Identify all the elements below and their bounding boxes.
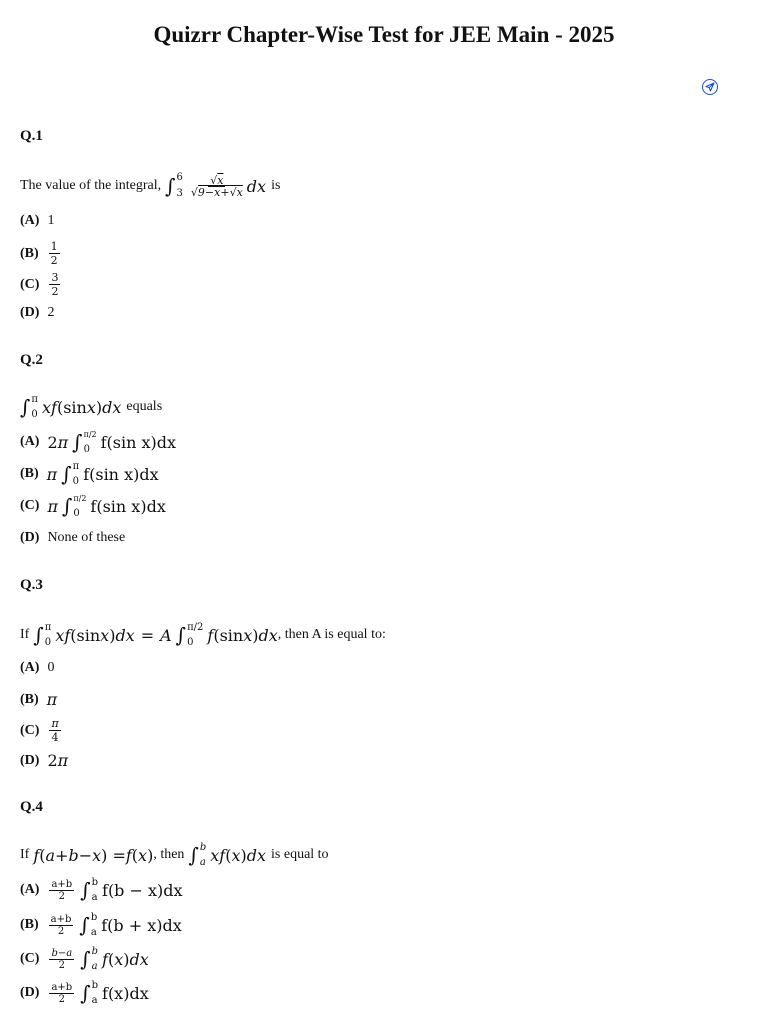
option-b[interactable]: (B) $\frac{a+b}{2}$ ∫ b a f(b + x)dx: [20, 911, 182, 938]
option-label: (C): [20, 951, 40, 966]
question-stem: If ∫ π 0 xf (sin x ) dx = A ∫ π/2 0 f (sin x ) dx , then A is equal to:: [20, 621, 386, 648]
option-text: 2: [47, 305, 55, 320]
share-button[interactable]: [702, 79, 718, 95]
option-fraction: $\frac{a+b}{2}$: [51, 878, 73, 902]
option-c[interactable]: [20, 717, 63, 744]
option-a[interactable]: (A) 2 π ∫ π/2 0 f(sin x)dx: [20, 429, 177, 455]
option-label: (B): [20, 917, 39, 932]
option-b[interactable]: [20, 690, 57, 709]
stem-text: , then: [153, 847, 185, 862]
question-number: Q.4: [20, 799, 43, 815]
option-d[interactable]: (D) $\frac{a+b}{2}$ ∫ b a f(x)dx: [20, 979, 149, 1006]
option-label: (A): [20, 660, 40, 675]
option-d[interactable]: [20, 530, 125, 546]
option-fraction: $\frac{a+b}{2}$: [50, 913, 72, 937]
stem-text: equals: [126, 399, 163, 414]
option-fraction: $\frac{a+b}{2}$: [51, 981, 73, 1005]
option-label: (D): [20, 305, 40, 320]
option-label: (C): [20, 498, 40, 513]
stem-text: If: [20, 627, 30, 642]
page-title: Quizrr Chapter-Wise Test for JEE Main - 2025: [153, 22, 615, 47]
option-fraction: $\frac{b-a}{2}$: [51, 947, 73, 971]
stem-text: is: [271, 178, 281, 193]
option-d[interactable]: [20, 305, 54, 321]
option-label: (A): [20, 882, 40, 897]
option-label: (B): [20, 466, 39, 481]
option-c[interactable]: [20, 271, 62, 298]
option-label: (B): [20, 691, 39, 707]
stem-text: The value of the integral,: [20, 178, 162, 193]
option-c[interactable]: (C) π ∫ π/2 0 f(sin x)dx: [20, 493, 166, 519]
option-a[interactable]: (A) $\frac{a+b}{2}$ ∫ b a f(b − x)dx: [20, 876, 183, 903]
option-c[interactable]: (C) $\frac{b-a}{2}$ ∫ b a f ( x ) dx: [20, 945, 149, 972]
option-b[interactable]: [20, 240, 62, 267]
option-b[interactable]: (B) π ∫ π 0 f(sin x)dx: [20, 460, 159, 487]
option-label: (C): [20, 276, 40, 292]
option-a[interactable]: [20, 213, 54, 229]
option-label: (D): [20, 752, 40, 768]
stem-text: , then A is equal to:: [277, 627, 386, 642]
option-text: 0: [47, 660, 55, 675]
question-number: Q.1: [20, 128, 43, 144]
question-number: Q.3: [20, 577, 43, 593]
option-fraction: $\frac{\pi}{4}$: [51, 717, 59, 744]
option-label: (A): [20, 213, 40, 228]
option-fraction: $\frac{1}{2}$: [50, 240, 58, 267]
question-stem: The value of the integral, ∫ 6 3 $\frac{√x}{√9-x+√x}$ dx is: [20, 172, 281, 199]
option-label: (D): [20, 985, 40, 1000]
option-label: (C): [20, 722, 40, 738]
integral-limits: 6 3: [176, 172, 183, 199]
option-a[interactable]: [20, 660, 54, 676]
question-stem: If f ( a + b − x ) = f ( x ) , then ∫ b a xf ( x ) dx is equal to: [20, 841, 329, 868]
send-icon: [705, 82, 715, 92]
option-label: (D): [20, 530, 40, 545]
integral-sign: ∫: [165, 174, 176, 198]
question-stem: ∫ π 0 xf (sin x ) dx equals: [20, 393, 163, 420]
question-number: Q.2: [20, 352, 43, 368]
option-fraction: $\frac{3}{2}$: [51, 271, 59, 298]
fraction: $\frac{√x}{√9-x+√x}$: [190, 173, 243, 199]
option-d[interactable]: (D) 2 π: [20, 751, 69, 770]
stem-text: If: [20, 847, 30, 862]
option-label: (B): [20, 245, 39, 261]
option-text: 1: [47, 213, 55, 228]
option-label: (A): [20, 434, 40, 449]
stem-text: is equal to: [271, 847, 329, 862]
option-text: π: [46, 690, 58, 709]
option-text: None of these: [47, 530, 126, 545]
